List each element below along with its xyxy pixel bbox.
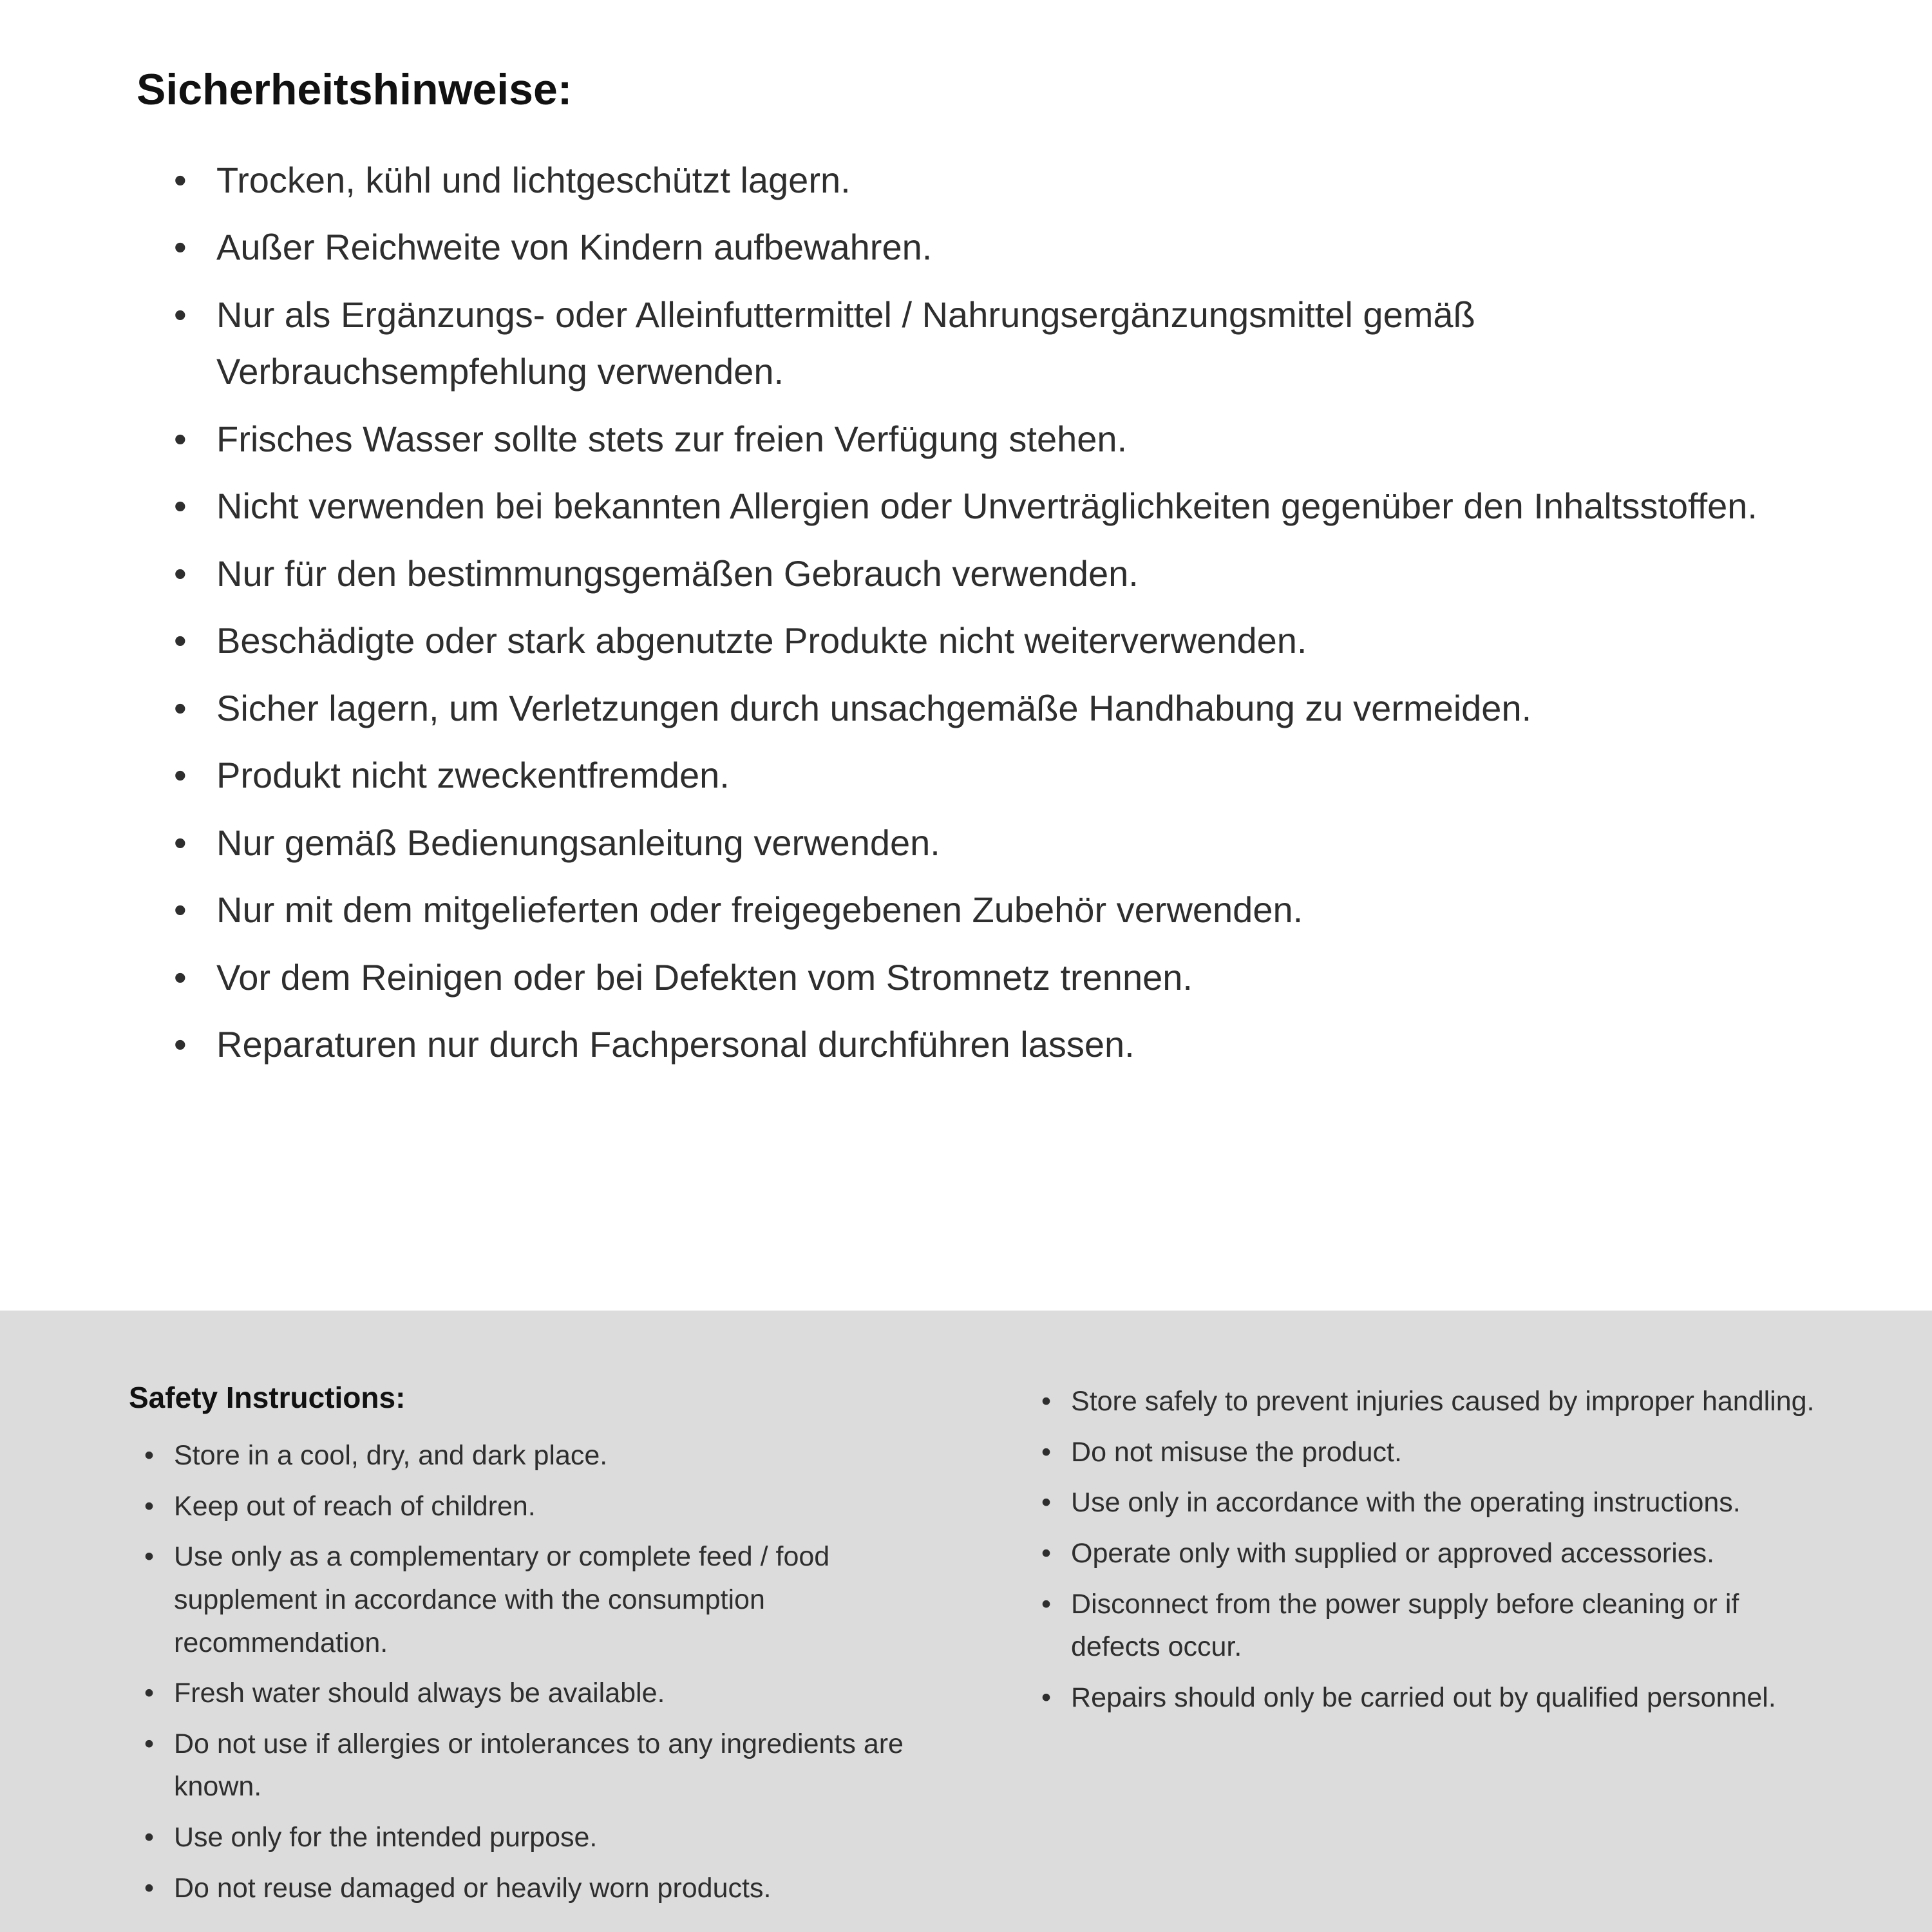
bullet-item: • Trocken, kühl und lichtgeschützt lagern.	[174, 152, 1835, 209]
bullet-item: • Do not reuse damaged or heavily worn products.	[144, 1867, 951, 1910]
bullet-item: • Frisches Wasser sollte stets zur freien Verfügung stehen.	[174, 411, 1835, 468]
english-safety-section	[0, 1311, 1932, 1932]
bullet-item: • Store safely to prevent injuries caused by improper handling.	[1041, 1380, 1816, 1423]
german-bullet-list	[137, 152, 1835, 1074]
english-section-title: Safety Instructions:	[129, 1381, 406, 1414]
bullet-item: • Use only in accordance with the operating instructions.	[1041, 1481, 1816, 1524]
english-left-bullet-list	[129, 1434, 951, 1909]
bullet-item: • Fresh water should always be available.	[144, 1672, 951, 1715]
bullet-item: • Use only for the intended purpose.	[144, 1816, 951, 1859]
english-right-column	[1041, 1380, 1816, 1932]
english-left-column	[129, 1380, 951, 1932]
bullet-item: • Außer Reichweite von Kindern aufbewahren.	[174, 219, 1835, 276]
bullet-item: • Do not use if allergies or intolerances to any ingredients are known.	[144, 1723, 951, 1808]
bullet-item: • Use only as a complementary or complete feed / food supplement in accordance with the consumption recommendation.	[144, 1535, 951, 1664]
bullet-item: • Keep out of reach of children.	[144, 1485, 951, 1528]
german-section-title: Sicherheitshinweise:	[137, 65, 573, 114]
bullet-item: • Vor dem Reinigen oder bei Defekten vom Stromnetz trennen.	[174, 949, 1835, 1006]
bullet-item: • Nur als Ergänzungs- oder Alleinfuttermittel / Nahrungsergänzungsmittel gemäß Verbrauchsempfehlung verwenden.	[174, 287, 1835, 401]
bullet-item: • Operate only with supplied or approved accessories.	[1041, 1532, 1816, 1575]
bullet-item: • Produkt nicht zweckentfremden.	[174, 747, 1835, 804]
english-right-bullet-list	[1041, 1380, 1816, 1719]
bullet-item: • Nicht verwenden bei bekannten Allergien oder Unverträglichkeiten gegenüber den Inhaltsstoffen.	[174, 478, 1835, 535]
bullet-item: • Disconnect from the power supply before cleaning or if defects occur.	[1041, 1583, 1816, 1669]
bullet-item: • Do not misuse the product.	[1041, 1431, 1816, 1474]
bullet-item: • Store in a cool, dry, and dark place.	[144, 1434, 951, 1477]
bullet-item: • Nur gemäß Bedienungsanleitung verwenden.	[174, 815, 1835, 871]
bullet-item: • Repairs should only be carried out by qualified personnel.	[1041, 1676, 1816, 1719]
bullet-item: • Nur für den bestimmungsgemäßen Gebrauch verwenden.	[174, 545, 1835, 602]
bullet-item: • Beschädigte oder stark abgenutzte Produkte nicht weiterverwenden.	[174, 612, 1835, 669]
bullet-item: • Sicher lagern, um Verletzungen durch unsachgemäße Handhabung zu vermeiden.	[174, 680, 1835, 737]
bullet-item: • Nur mit dem mitgelieferten oder freigegebenen Zubehör verwenden.	[174, 882, 1835, 938]
bullet-item: • Reparaturen nur durch Fachpersonal durchführen lassen.	[174, 1016, 1835, 1073]
